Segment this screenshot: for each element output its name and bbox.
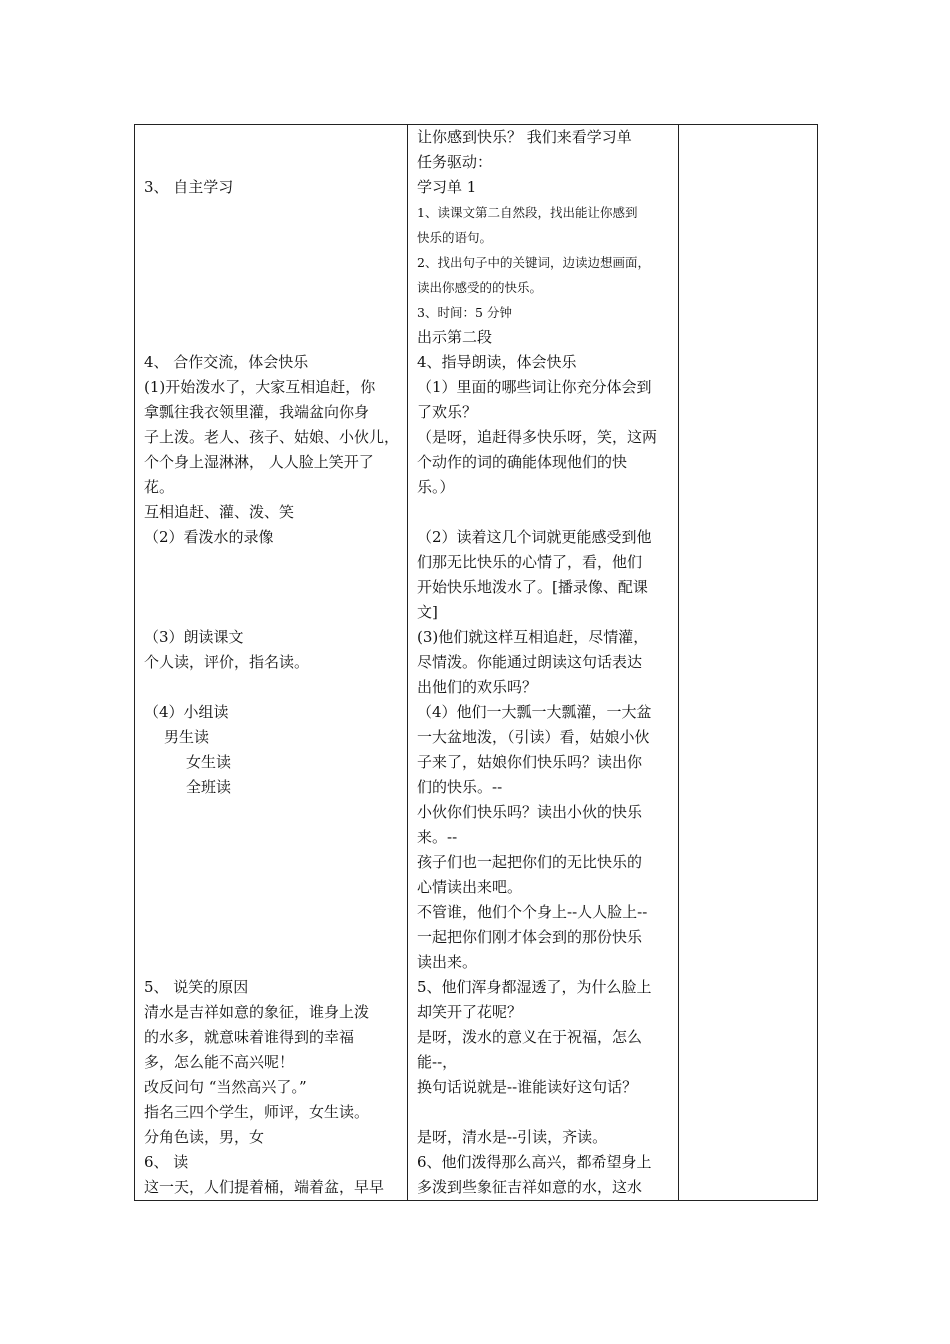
text-line: 拿瓢往我衣领里灌，我端盆向你身 xyxy=(144,403,370,421)
text-line: 互相追赶、灌、泼、笑 xyxy=(144,503,295,521)
blank-line xyxy=(144,675,399,700)
blank-line xyxy=(144,825,399,850)
lesson-plan-table xyxy=(134,124,818,1201)
table-row xyxy=(135,125,818,1201)
text-line: 却笑开了花呢？ xyxy=(417,1003,523,1021)
notes-column xyxy=(679,125,818,1201)
text-line: （是呀，追赶得多快乐呀，笑，这两 xyxy=(417,428,658,446)
text-line: 学习单 1 xyxy=(417,178,477,196)
text-line: 是呀，泼水的意义在于祝福，怎么 xyxy=(417,1028,643,1046)
text-line: 多泼到些象征吉祥如意的水，这水 xyxy=(417,1178,643,1196)
text-line: (1)开始泼水了，大家互相追赶，你 xyxy=(144,378,376,396)
text-line: （1）里面的哪些词让你充分体会到 xyxy=(417,378,652,396)
text-line: 开始快乐地泼水了。[播录像、配课 xyxy=(417,578,648,596)
text-line: 1、读课文第二自然段，找出能让你感到 xyxy=(417,205,638,220)
blank-line xyxy=(144,575,399,600)
text-line: 6、 读 xyxy=(144,1153,189,1171)
text-line: 来。-- xyxy=(417,828,458,846)
text-line: 指名三四个学生，师评，女生读。 xyxy=(144,1103,370,1121)
blank-line xyxy=(144,150,399,175)
text-line: 不管谁，他们个个身上--人人脸上-- xyxy=(417,903,648,921)
blank-line xyxy=(144,250,399,275)
student-activity-text xyxy=(135,125,407,1200)
text-line: 出示第二段 xyxy=(417,328,493,346)
text-line: 5、 说笑的原因 xyxy=(144,978,249,996)
blank-line xyxy=(144,875,399,900)
text-line: (3)他们就这样互相追赶，尽情灌， xyxy=(417,628,649,646)
text-line: 读出你感受的的快乐。 xyxy=(417,280,543,295)
blank-line xyxy=(144,550,399,575)
blank-line xyxy=(144,325,399,350)
blank-line xyxy=(144,200,399,225)
text-line: 3、 自主学习 xyxy=(144,178,234,196)
text-line: 们那无比快乐的心情了，看，他们 xyxy=(417,553,643,571)
text-line: 分角色读，男，女 xyxy=(144,1128,265,1146)
text-line: 4、 合作交流，体会快乐 xyxy=(144,353,309,371)
blank-line xyxy=(417,1100,670,1125)
text-line: 能--， xyxy=(417,1053,458,1071)
text-line: 文] xyxy=(417,603,438,621)
text-line: （4）他们一大瓢一大瓢灌，一大盆 xyxy=(417,703,652,721)
text-line: 子上泼。老人、孩子、姑娘、小伙儿， xyxy=(144,428,400,446)
text-line: 换句话说就是--谁能读好这句话？ xyxy=(417,1078,638,1096)
text-line: 花。 xyxy=(144,478,175,496)
text-line: 出他们的欢乐吗？ xyxy=(417,678,538,696)
blank-line xyxy=(144,225,399,250)
text-line: 乐。） xyxy=(417,478,455,496)
text-line: 5、他们浑身都湿透了，为什么脸上 xyxy=(417,978,652,996)
text-line: 尽情泼。你能通过朗读这句话表达 xyxy=(417,653,643,671)
text-line: 孩子们也一起把你们的无比快乐的 xyxy=(417,853,643,871)
text-line: （3）朗读课文 xyxy=(144,628,244,646)
teacher-guidance-column xyxy=(408,125,679,1201)
text-line: （4）小组读 xyxy=(144,703,229,721)
blank-line xyxy=(144,275,399,300)
activity-column xyxy=(135,125,408,1201)
blank-line xyxy=(144,125,399,150)
text-line: 任务驱动： xyxy=(417,153,493,171)
text-line: （2）看泼水的录像 xyxy=(144,528,274,546)
text-line: 们的快乐。-- xyxy=(417,778,503,796)
blank-line xyxy=(144,300,399,325)
text-line: 3、时间：5 分钟 xyxy=(417,305,512,320)
text-line: 快乐的语句。 xyxy=(417,230,493,245)
text-line: 是呀，清水是--引读，齐读。 xyxy=(417,1128,608,1146)
text-line: 多，怎么能不高兴呢！ xyxy=(144,1053,295,1071)
text-line: 4、指导朗读，体会快乐 xyxy=(417,353,577,371)
teacher-guidance-text xyxy=(408,125,678,1200)
text-line: 6、他们泼得那么高兴，都希望身上 xyxy=(417,1153,652,1171)
text-line: 改反问句 “当然高兴了。” xyxy=(144,1078,307,1096)
text-line: 心情读出来吧。 xyxy=(417,878,523,896)
blank-line xyxy=(144,850,399,875)
text-line: 让你感到快乐？ 我们来看学习单 xyxy=(417,128,632,146)
blank-line xyxy=(144,600,399,625)
text-line: 个个身上湿淋淋， 人人脸上笑开了 xyxy=(144,453,374,471)
text-line: 清水是吉祥如意的象征，谁身上泼 xyxy=(144,1003,370,1021)
text-line: 的水多，就意味着谁得到的幸福 xyxy=(144,1028,355,1046)
text-line: 个人读，评价，指名读。 xyxy=(144,653,310,671)
blank-line xyxy=(417,500,670,525)
blank-line xyxy=(144,950,399,975)
blank-line xyxy=(144,800,399,825)
blank-line xyxy=(144,925,399,950)
text-line: 小伙你们快乐吗？读出小伙的快乐 xyxy=(417,803,643,821)
text-line: 全班读 xyxy=(186,778,232,796)
text-line: 这一天，人们提着桶，端着盆，早早 xyxy=(144,1178,385,1196)
blank-line xyxy=(144,900,399,925)
text-line: 读出来。 xyxy=(417,953,478,971)
text-line: 女生读 xyxy=(186,753,232,771)
text-line: 一起把你们刚才体会到的那份快乐 xyxy=(417,928,643,946)
text-line: 一大盆地泼，（引读）看，姑娘小伙 xyxy=(417,728,650,746)
text-line: 子来了，姑娘你们快乐吗？读出你 xyxy=(417,753,643,771)
text-line: 男生读 xyxy=(164,728,210,746)
text-line: （2）读着这几个词就更能感受到他 xyxy=(417,528,652,546)
text-line: 2、找出句子中的关键词，边读边想画面， xyxy=(417,255,650,270)
text-line: 个动作的词的确能体现他们的快 xyxy=(417,453,628,471)
text-line: 了欢乐？ xyxy=(417,403,478,421)
